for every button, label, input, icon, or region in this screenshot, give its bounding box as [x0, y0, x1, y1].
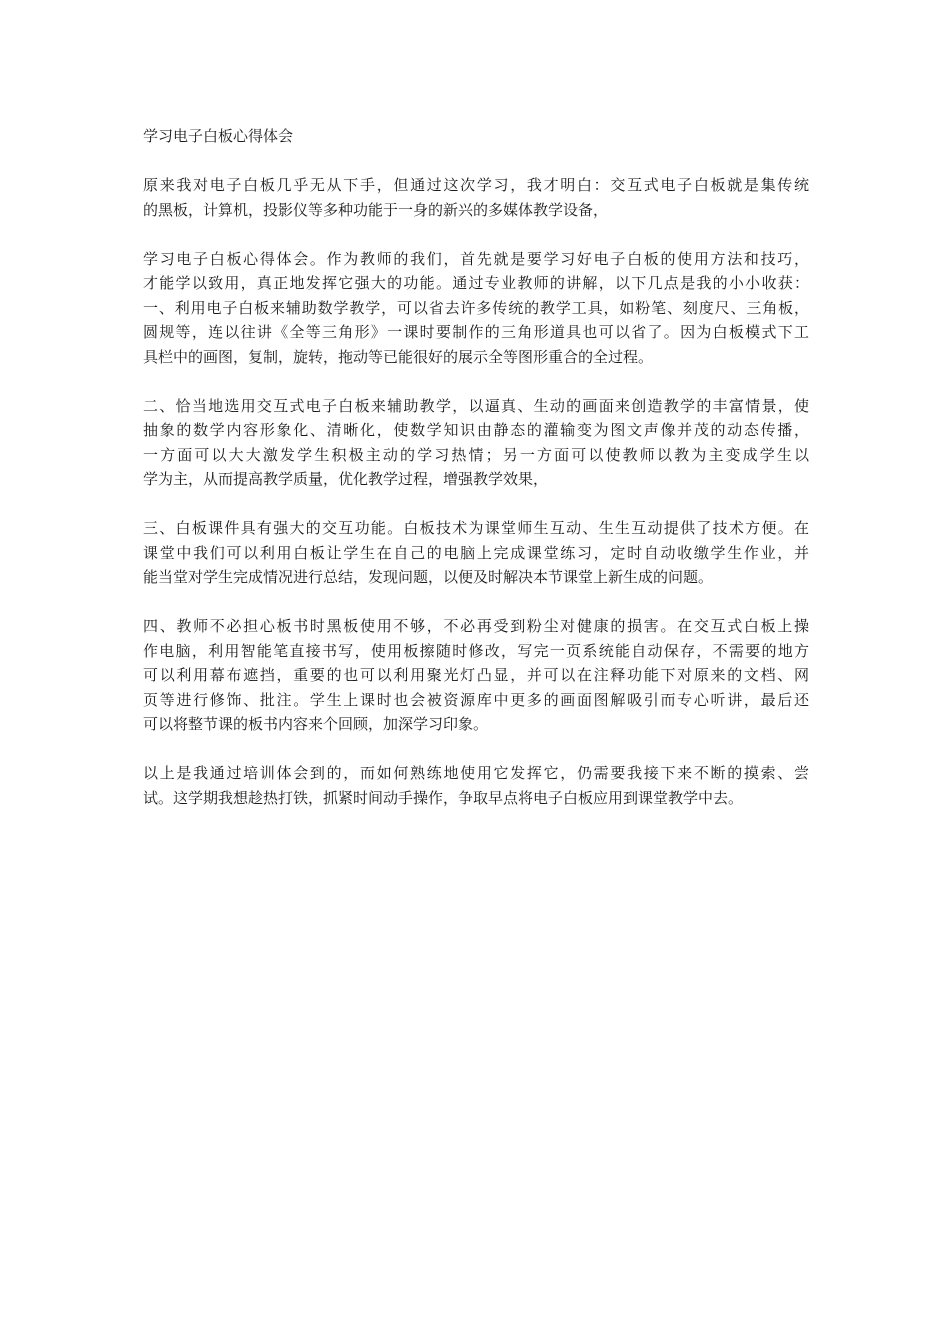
text-line: 页等进行修饰、批注。学生上课时也会被资源库中更多的画面图解吸引而专心听讲，最后还 [143, 690, 809, 709]
paragraph-point-one [143, 247, 809, 370]
text-line: 的黑板，计算机，投影仪等多种功能于一身的新兴的多媒体教学设备， [143, 200, 609, 219]
text-line: 三、白板课件具有强大的交互功能。白板技术为课堂师生互动、生生互动提供了技术方便。在 [143, 519, 809, 537]
text-line: 课堂中我们可以利用白板让学生在自己的电脑上完成课堂练习，定时自动收缴学生作业，并 [143, 543, 809, 562]
text-line: 学为主，从而提高教学质量，优化教学过程，增强教学效果， [143, 470, 549, 488]
paragraph-point-four [143, 614, 809, 737]
text-line: 原来我对电子白板几乎无从下手，但通过这次学习，我才明白：交互式电子白板就是集传统 [143, 176, 809, 194]
paragraph-point-three [143, 516, 809, 590]
text-line: 学习电子白板心得体会。作为教师的我们，首先就是要学习好电子白板的使用方法和技巧， [143, 249, 809, 268]
text-line: 四、教师不必担心板书时黑板使用不够，不必再受到粉尘对健康的损害。在交互式白板上操 [143, 617, 809, 635]
text-line: 以上是我通过培训体会到的，而如何熟练地使用它发挥它，仍需要我接下来不断的摸索、尝 [143, 764, 809, 782]
text-line: 试。这学期我想趁热打铁，抓紧时间动手操作，争取早点将电子白板应用到课堂教学中去。 [143, 788, 744, 807]
document-title: 学习电子白板心得体会 [143, 127, 294, 145]
text-line: 抽象的数学内容形象化、清晰化，使数学知识由静态的灌输变为图文声像并茂的动态传播， [143, 421, 809, 439]
document-body [143, 124, 809, 835]
paragraph-intro [143, 173, 809, 222]
text-line: 一方面可以大大激发学生积极主动的学习热情；另一方面可以使教师以教为主变成学生以 [143, 445, 809, 464]
paragraph-point-two [143, 394, 809, 492]
text-line: 一、利用电子白板来辅助数学教学，可以省去许多传统的教学工具，如粉笔、刻度尺、三角板， [143, 298, 809, 317]
text-line: 圆规等，连以往讲《全等三角形》一课时要制作的三角形道具也可以省了。因为白板模式下工 [143, 323, 809, 341]
text-line: 才能学以致用，真正地发挥它强大的功能。通过专业教师的讲解，以下几点是我的小小收获： [143, 274, 809, 292]
text-line: 具栏中的画图，复制，旋转，拖动等已能很好的展示全等图形重合的全过程。 [143, 347, 654, 366]
text-line: 二、恰当地选用交互式电子白板来辅助教学，以逼真、生动的画面来创造教学的丰富情景，使 [143, 396, 809, 415]
paragraph-conclusion [143, 761, 809, 810]
text-line: 可以将整节课的板书内容来个回顾，加深学习印象。 [143, 715, 489, 733]
text-line: 作电脑，利用智能笔直接书写，使用板擦随时修改，写完一页系统能自动保存，不需要的地方 [143, 641, 809, 660]
text-line: 可以利用幕布遮挡，重要的也可以利用聚光灯凸显，并可以在注释功能下对原来的文档、网 [143, 666, 809, 684]
text-line: 能当堂对学生完成情况进行总结，发现问题，以便及时解决本节课堂上新生成的问题。 [143, 568, 714, 586]
